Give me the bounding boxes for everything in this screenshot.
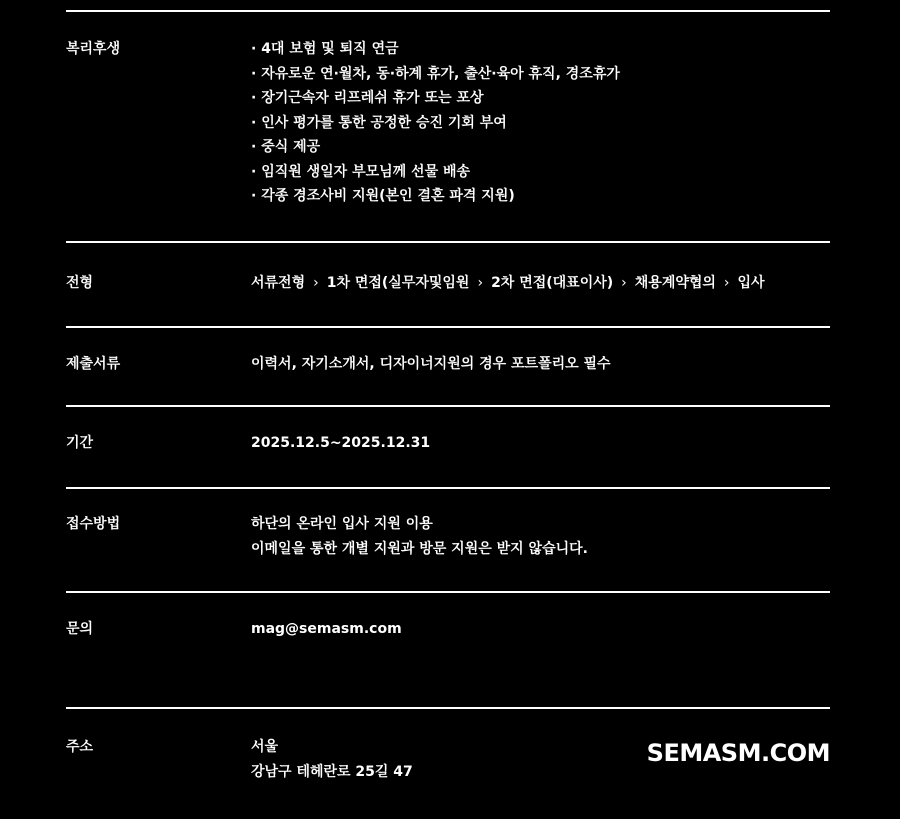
apply-label: 접수방법: [66, 516, 121, 532]
address-label: 주소: [66, 739, 94, 755]
apply-line: 하단의 온라인 입사 지원 이용: [251, 516, 433, 532]
welfare-item: · 장기근속자 리프레쉬 휴가 또는 포상: [251, 90, 484, 106]
welfare-label: 복리후생: [66, 41, 121, 57]
process-step: 서류전형: [251, 275, 306, 291]
documents-text: 이력서, 자기소개서, 디자이너지원의 경우 포트폴리오 필수: [251, 356, 611, 372]
apply-text: [251, 512, 588, 561]
process-step: 1차 면접(실무자및임원: [326, 275, 470, 291]
chevron-right-icon: ›: [723, 275, 730, 291]
address-text: [251, 735, 413, 784]
divider-welfare-end: [66, 241, 830, 243]
divider-period-end: [66, 487, 830, 489]
process-step: 채용계약협의: [634, 275, 716, 291]
welfare-item: · 각종 경조사비 지원(본인 결혼 파격 지원): [251, 188, 515, 204]
documents-label: 제출서류: [66, 356, 121, 372]
period-label: 기간: [66, 435, 94, 451]
contact-label: 문의: [66, 621, 94, 637]
chevron-right-icon: ›: [313, 275, 319, 291]
chevron-right-icon: ›: [621, 275, 627, 291]
divider-process-end: [66, 326, 830, 328]
welfare-list: [251, 37, 620, 209]
welfare-item: · 4대 보험 및 퇴직 연금: [251, 41, 399, 57]
welfare-item: · 중식 제공: [251, 139, 321, 155]
brand-logo: SEMASM.COM: [646, 739, 830, 767]
address-line: 강남구 테헤란로 25길 47: [251, 763, 413, 780]
process-step: 입사: [737, 275, 765, 291]
chevron-right-icon: ›: [477, 275, 484, 291]
welfare-item: · 인사 평가를 통한 공정한 승진 기회 부여: [251, 114, 507, 131]
divider-documents-end: [66, 405, 830, 407]
divider-top: [66, 10, 830, 12]
address-line: 서울: [251, 739, 279, 755]
contact-email[interactable]: mag@semasm.com: [251, 621, 402, 637]
apply-line: 이메일을 통한 개별 지원과 방문 지원은 받지 않습니다.: [251, 540, 588, 557]
process-steps: [251, 271, 765, 296]
divider-apply-end: [66, 591, 830, 593]
process-step: 2차 면접(대표이사): [491, 275, 614, 291]
period-text: 2025.12.5~2025.12.31: [251, 435, 431, 451]
welfare-item: · 자유로운 연·월차, 동·하계 휴가, 출산·육아 휴직, 경조휴가: [251, 65, 620, 82]
welfare-item: · 임직원 생일자 부모님께 선물 배송: [251, 163, 471, 180]
divider-contact-end: [66, 707, 830, 709]
process-label: 전형: [66, 275, 94, 291]
